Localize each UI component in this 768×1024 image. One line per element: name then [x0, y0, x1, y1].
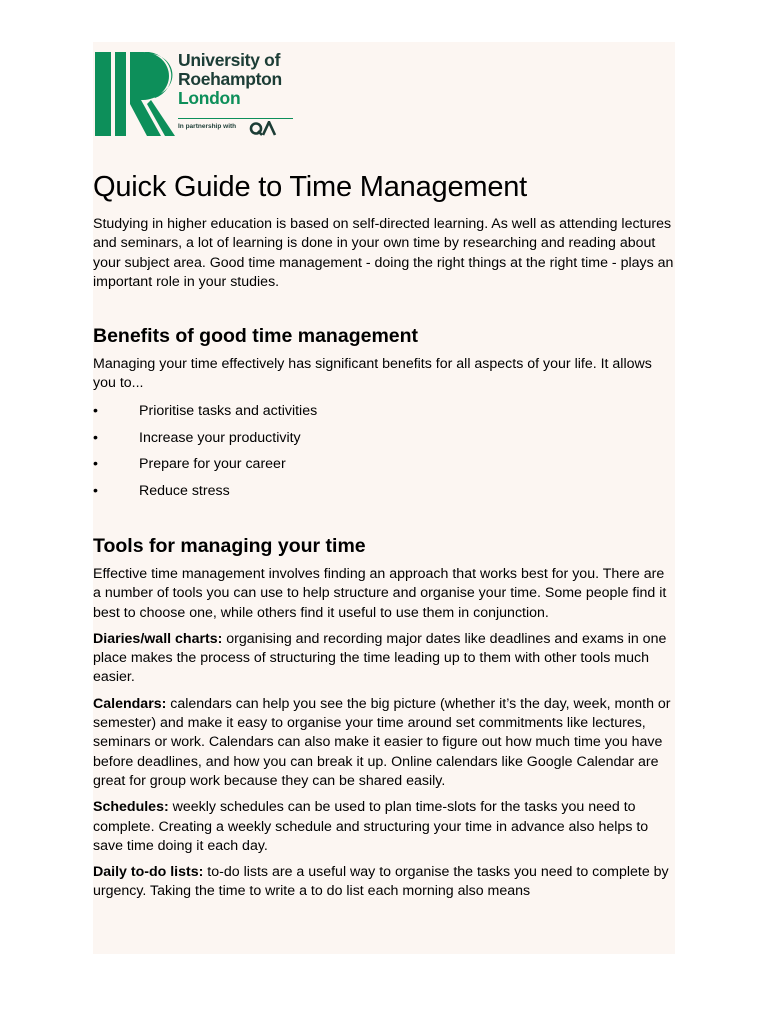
tool-term: Schedules: — [93, 799, 169, 816]
tool-term: Calendars: — [93, 695, 167, 712]
benefits-paragraph: Managing your time effectively has significant benefits for all aspects of your life. It allows you to... — [93, 356, 652, 392]
tools-paragraph: Effective time management involves finding an approach that works best for you. There are a number of tools you can use to help structure and organise your time. Some people find it best to choose one, while others find it useful to use them in conjunction. — [93, 565, 667, 621]
tool-description: to-do lists are a useful way to organise the tasks you need to complete by urgency. Taking the time to write a to do list each morning also means — [93, 864, 669, 900]
tool-term: Diaries/wall charts: — [93, 630, 223, 647]
bullet: • — [93, 456, 98, 473]
tool-term: Daily to-do lists: — [93, 864, 204, 881]
tools-heading: Tools for managing your time — [93, 534, 366, 557]
bullet: • — [93, 483, 98, 500]
list-item: • Prepare for your career — [93, 455, 675, 474]
tool-definition-calendars — [93, 695, 675, 791]
university-name — [178, 51, 282, 108]
intro-paragraph: Studying in higher education is based on self-directed learning. As well as attending lectures and seminars, a lot of learning is done in your own time by researching and reading about your subject area. Good time management - doing the right things at the right time - plays an important role in your studies. — [93, 216, 674, 290]
benefits-list — [93, 402, 675, 502]
list-item: • Increase your productivity — [93, 429, 675, 448]
list-item: • Prioritise tasks and activities — [93, 402, 675, 421]
document-body — [93, 169, 675, 902]
logo-line-3: London — [178, 88, 241, 108]
list-item: • Reduce stress — [93, 482, 675, 501]
document-page — [93, 42, 675, 954]
bullet: • — [93, 429, 98, 446]
partnership-text: In partnership with — [178, 123, 237, 130]
logo-divider — [178, 118, 293, 119]
tool-description: weekly schedules can be used to plan time-slots for the tasks you need to complete. Creating a weekly schedule and structuring your time in advance also helps to save time doing it each day. — [93, 799, 649, 854]
tool-description: organising and recording major dates like deadlines and exams in one place makes the process of structuring the time leading up to them with other tools much easier. — [93, 630, 667, 686]
university-logo — [93, 51, 303, 139]
bullet: • — [93, 402, 98, 419]
tool-definition-todo-lists — [93, 863, 675, 902]
tool-definition-diaries — [93, 630, 675, 688]
tool-definition-schedules — [93, 798, 675, 856]
tool-description: calendars can help you see the big picture (whether it’s the day, week, month or semester) and make it easy to organise your time around set commitments like lectures, seminars or work. Calendars can also make it easier to figure out how much time you have before deadlines, and how you can break it up. Online calendars like Google Calendar are great for group work because they can be shared easily. — [93, 695, 671, 789]
logo-line-1: University of — [178, 50, 281, 70]
benefits-heading: Benefits of good time management — [93, 325, 419, 348]
page-title: Quick Guide to Time Management — [93, 171, 528, 203]
university-logo-icon — [95, 52, 175, 136]
qa-logo-icon — [249, 121, 279, 136]
logo-line-2: Roehampton — [178, 69, 282, 89]
